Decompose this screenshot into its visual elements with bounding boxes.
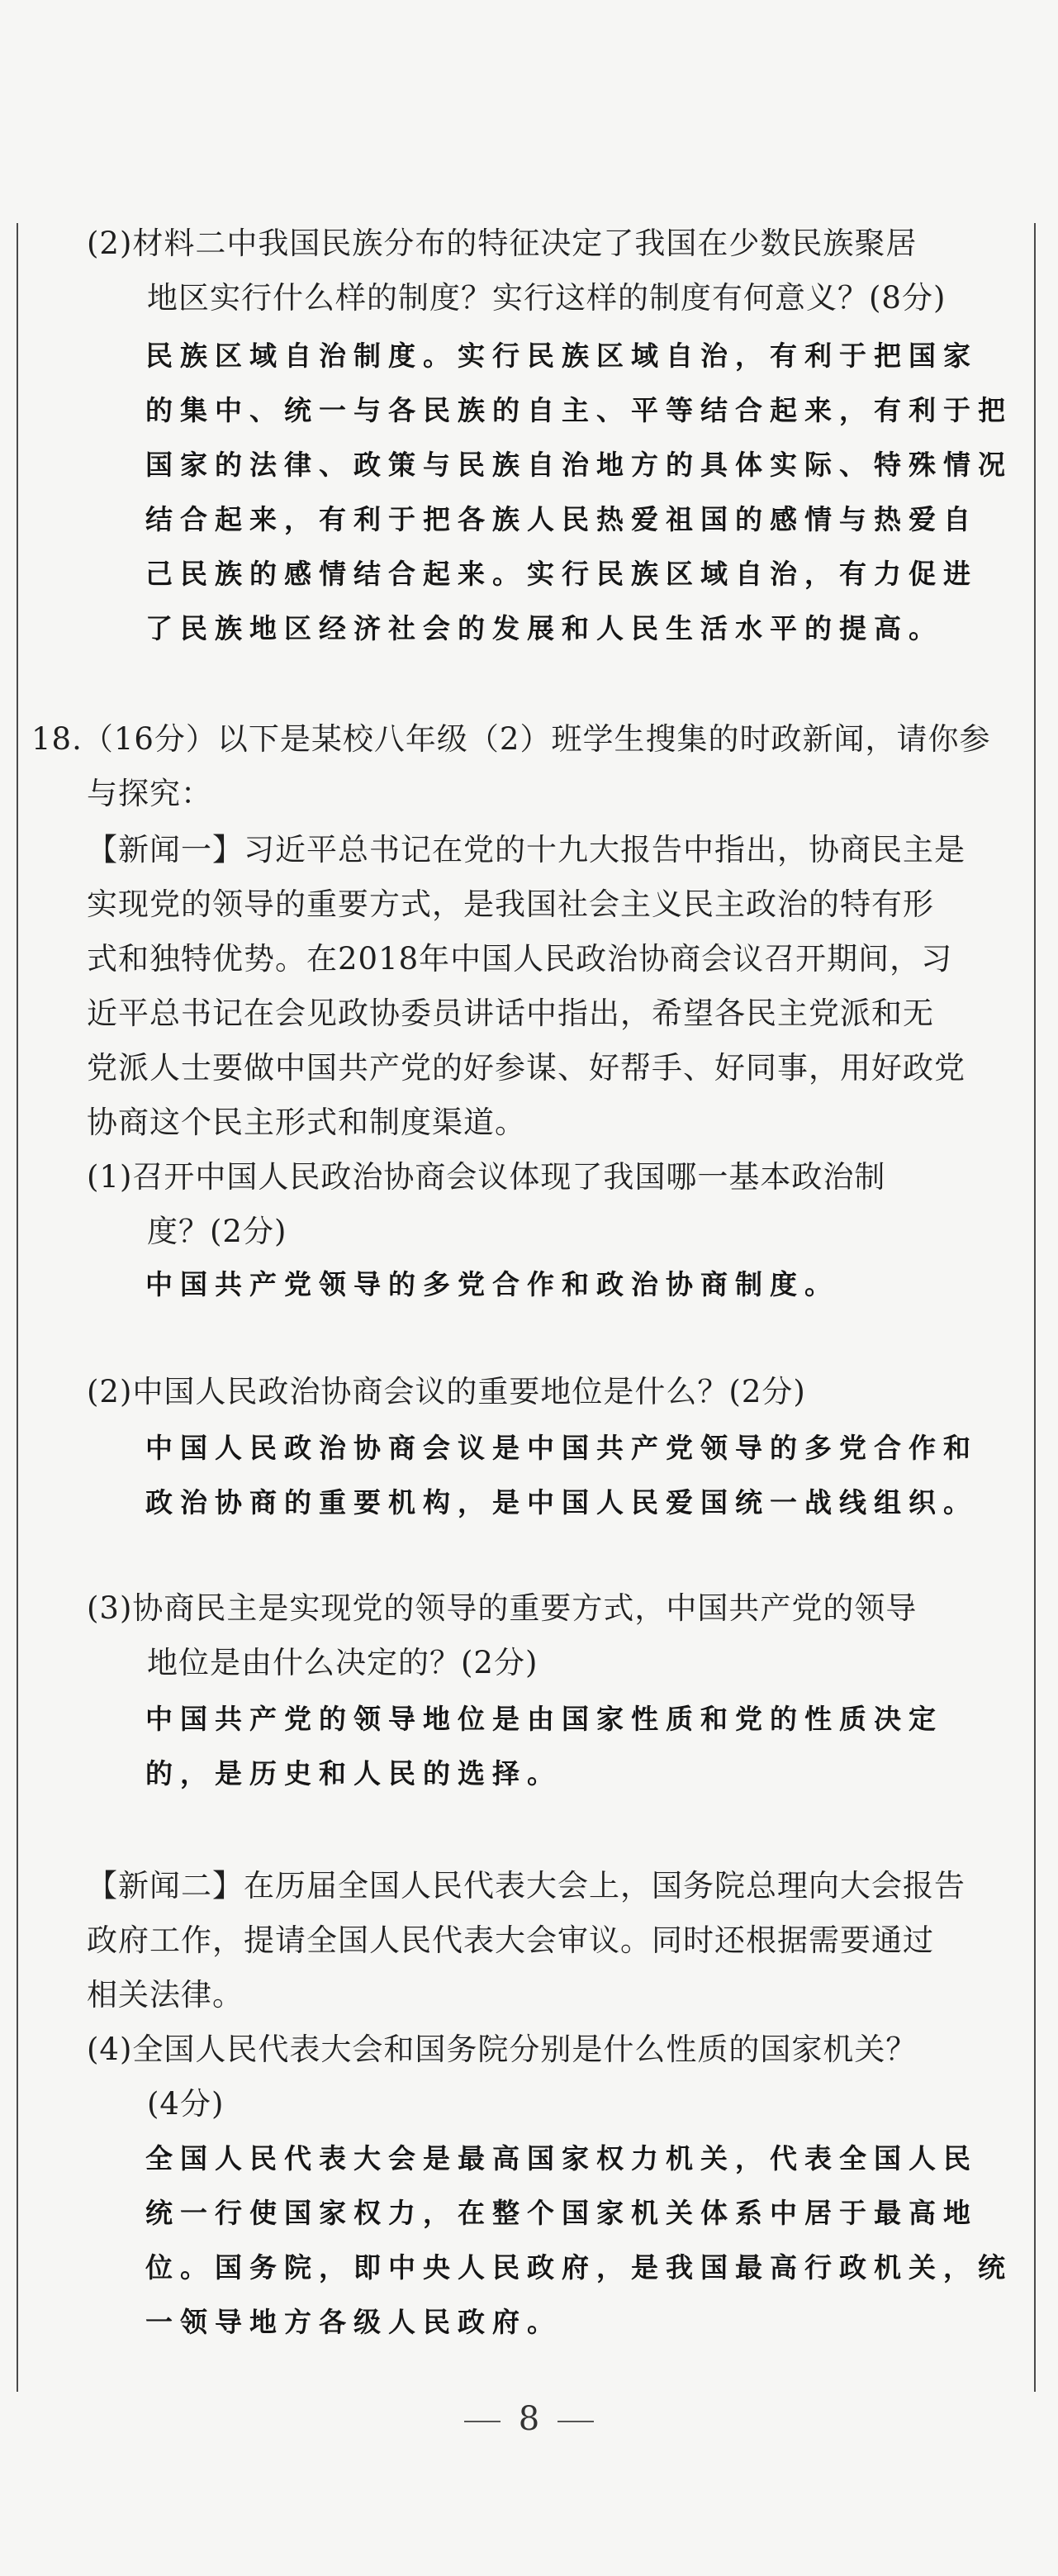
page-number: [0, 2400, 1058, 2438]
q18-2-answer-line1: 中国人民政治协商会议是中国共产党领导的多党合作和: [145, 1432, 978, 1464]
q17-2-prompt-line1: (2)材料二中我国民族分布的特征决定了我国在少数民族聚居: [87, 226, 918, 261]
page-number-dash-right: [557, 2421, 594, 2422]
page-number-value: 8: [518, 2400, 540, 2438]
q17-2-answer-line6: 了民族地区经济社会的发展和人民生活水平的提高。: [145, 612, 943, 644]
news1-line4: 近平总书记在会见政协委员讲话中指出，希望各民主党派和无: [87, 996, 934, 1031]
q18-prompt-line2: 与探究：: [87, 776, 212, 811]
q18-1-answer-line1: 中国共产党领导的多党合作和政治协商制度。: [145, 1268, 839, 1300]
left-margin-rule: [17, 223, 18, 2392]
news1-line2: 实现党的领导的重要方式，是我国社会主义民主政治的特有形: [87, 886, 934, 922]
q17-2-answer-line1: 民族区域自治制度。实行民族区域自治，有利于把国家: [145, 340, 978, 372]
q17-2-answer-line3: 国家的法律、政策与民族自治地方的具体实际、特殊情况: [145, 449, 1013, 481]
news1-line1: 【新闻一】习近平总书记在党的十九大报告中指出，协商民主是: [87, 832, 965, 867]
news2-line1: 【新闻二】在历届全国人民代表大会上，国务院总理向大会报告: [87, 1868, 965, 1903]
q17-2-answer-line2: 的集中、统一与各民族的自主、平等结合起来，有利于把: [145, 394, 1013, 426]
q18-2-prompt-line1: (2)中国人民政治协商会议的重要地位是什么？(2分): [87, 1374, 806, 1409]
q18-4-answer-line1: 全国人民代表大会是最高国家权力机关，代表全国人民: [145, 2142, 978, 2174]
q18-3-answer-line2: 的，是历史和人民的选择。: [145, 1757, 562, 1789]
news2-line2: 政府工作，提请全国人民代表大会审议。同时还根据需要通过: [87, 1922, 934, 1958]
page-number-dash-left: [464, 2421, 501, 2422]
q18-4-answer-line4: 一领导地方各级人民政府。: [145, 2306, 562, 2338]
q18-4-answer-line2: 统一行使国家权力，在整个国家机关体系中居于最高地: [145, 2197, 978, 2229]
news2-line3: 相关法律。: [87, 1977, 244, 2013]
q17-2-prompt-line2: 地区实行什么样的制度？实行这样的制度有何意义？(8分): [147, 280, 947, 316]
q17-2-answer-line5: 己民族的感情结合起来。实行民族区域自治，有力促进: [145, 558, 978, 590]
q18-2-answer-line2: 政治协商的重要机构，是中国人民爱国统一战线组织。: [145, 1486, 978, 1519]
q18-3-prompt-line2: 地位是由什么决定的？(2分): [147, 1645, 538, 1680]
q18-1-prompt-line1: (1)召开中国人民政治协商会议体现了我国哪一基本政治制: [87, 1159, 886, 1195]
q18-prompt-line1: 18.（16分）以下是某校八年级（2）班学生搜集的时政新闻，请你参: [31, 721, 991, 757]
news1-line5: 党派人士要做中国共产党的好参谋、好帮手、好同事，用好政党: [87, 1050, 965, 1086]
q17-2-answer-line4: 结合起来，有利于把各族人民热爱祖国的感情与热爱自: [145, 503, 978, 535]
q18-1-prompt-line2: 度？(2分): [147, 1214, 287, 1249]
q18-4-prompt-line1: (4)全国人民代表大会和国务院分别是什么性质的国家机关？: [87, 2032, 918, 2067]
q18-3-answer-line1: 中国共产党的领导地位是由国家性质和党的性质决定: [145, 1703, 943, 1735]
news1-line6: 协商这个民主形式和制度渠道。: [87, 1105, 526, 1140]
q18-3-prompt-line1: (3)协商民主是实现党的领导的重要方式，中国共产党的领导: [87, 1590, 918, 1626]
q18-4-prompt-line2: (4分): [147, 2086, 225, 2122]
news1-line3: 式和独特优势。在2018年中国人民政治协商会议召开期间，习: [87, 941, 953, 977]
q18-4-answer-line3: 位。国务院，即中央人民政府，是我国最高行政机关，统: [145, 2251, 1013, 2284]
